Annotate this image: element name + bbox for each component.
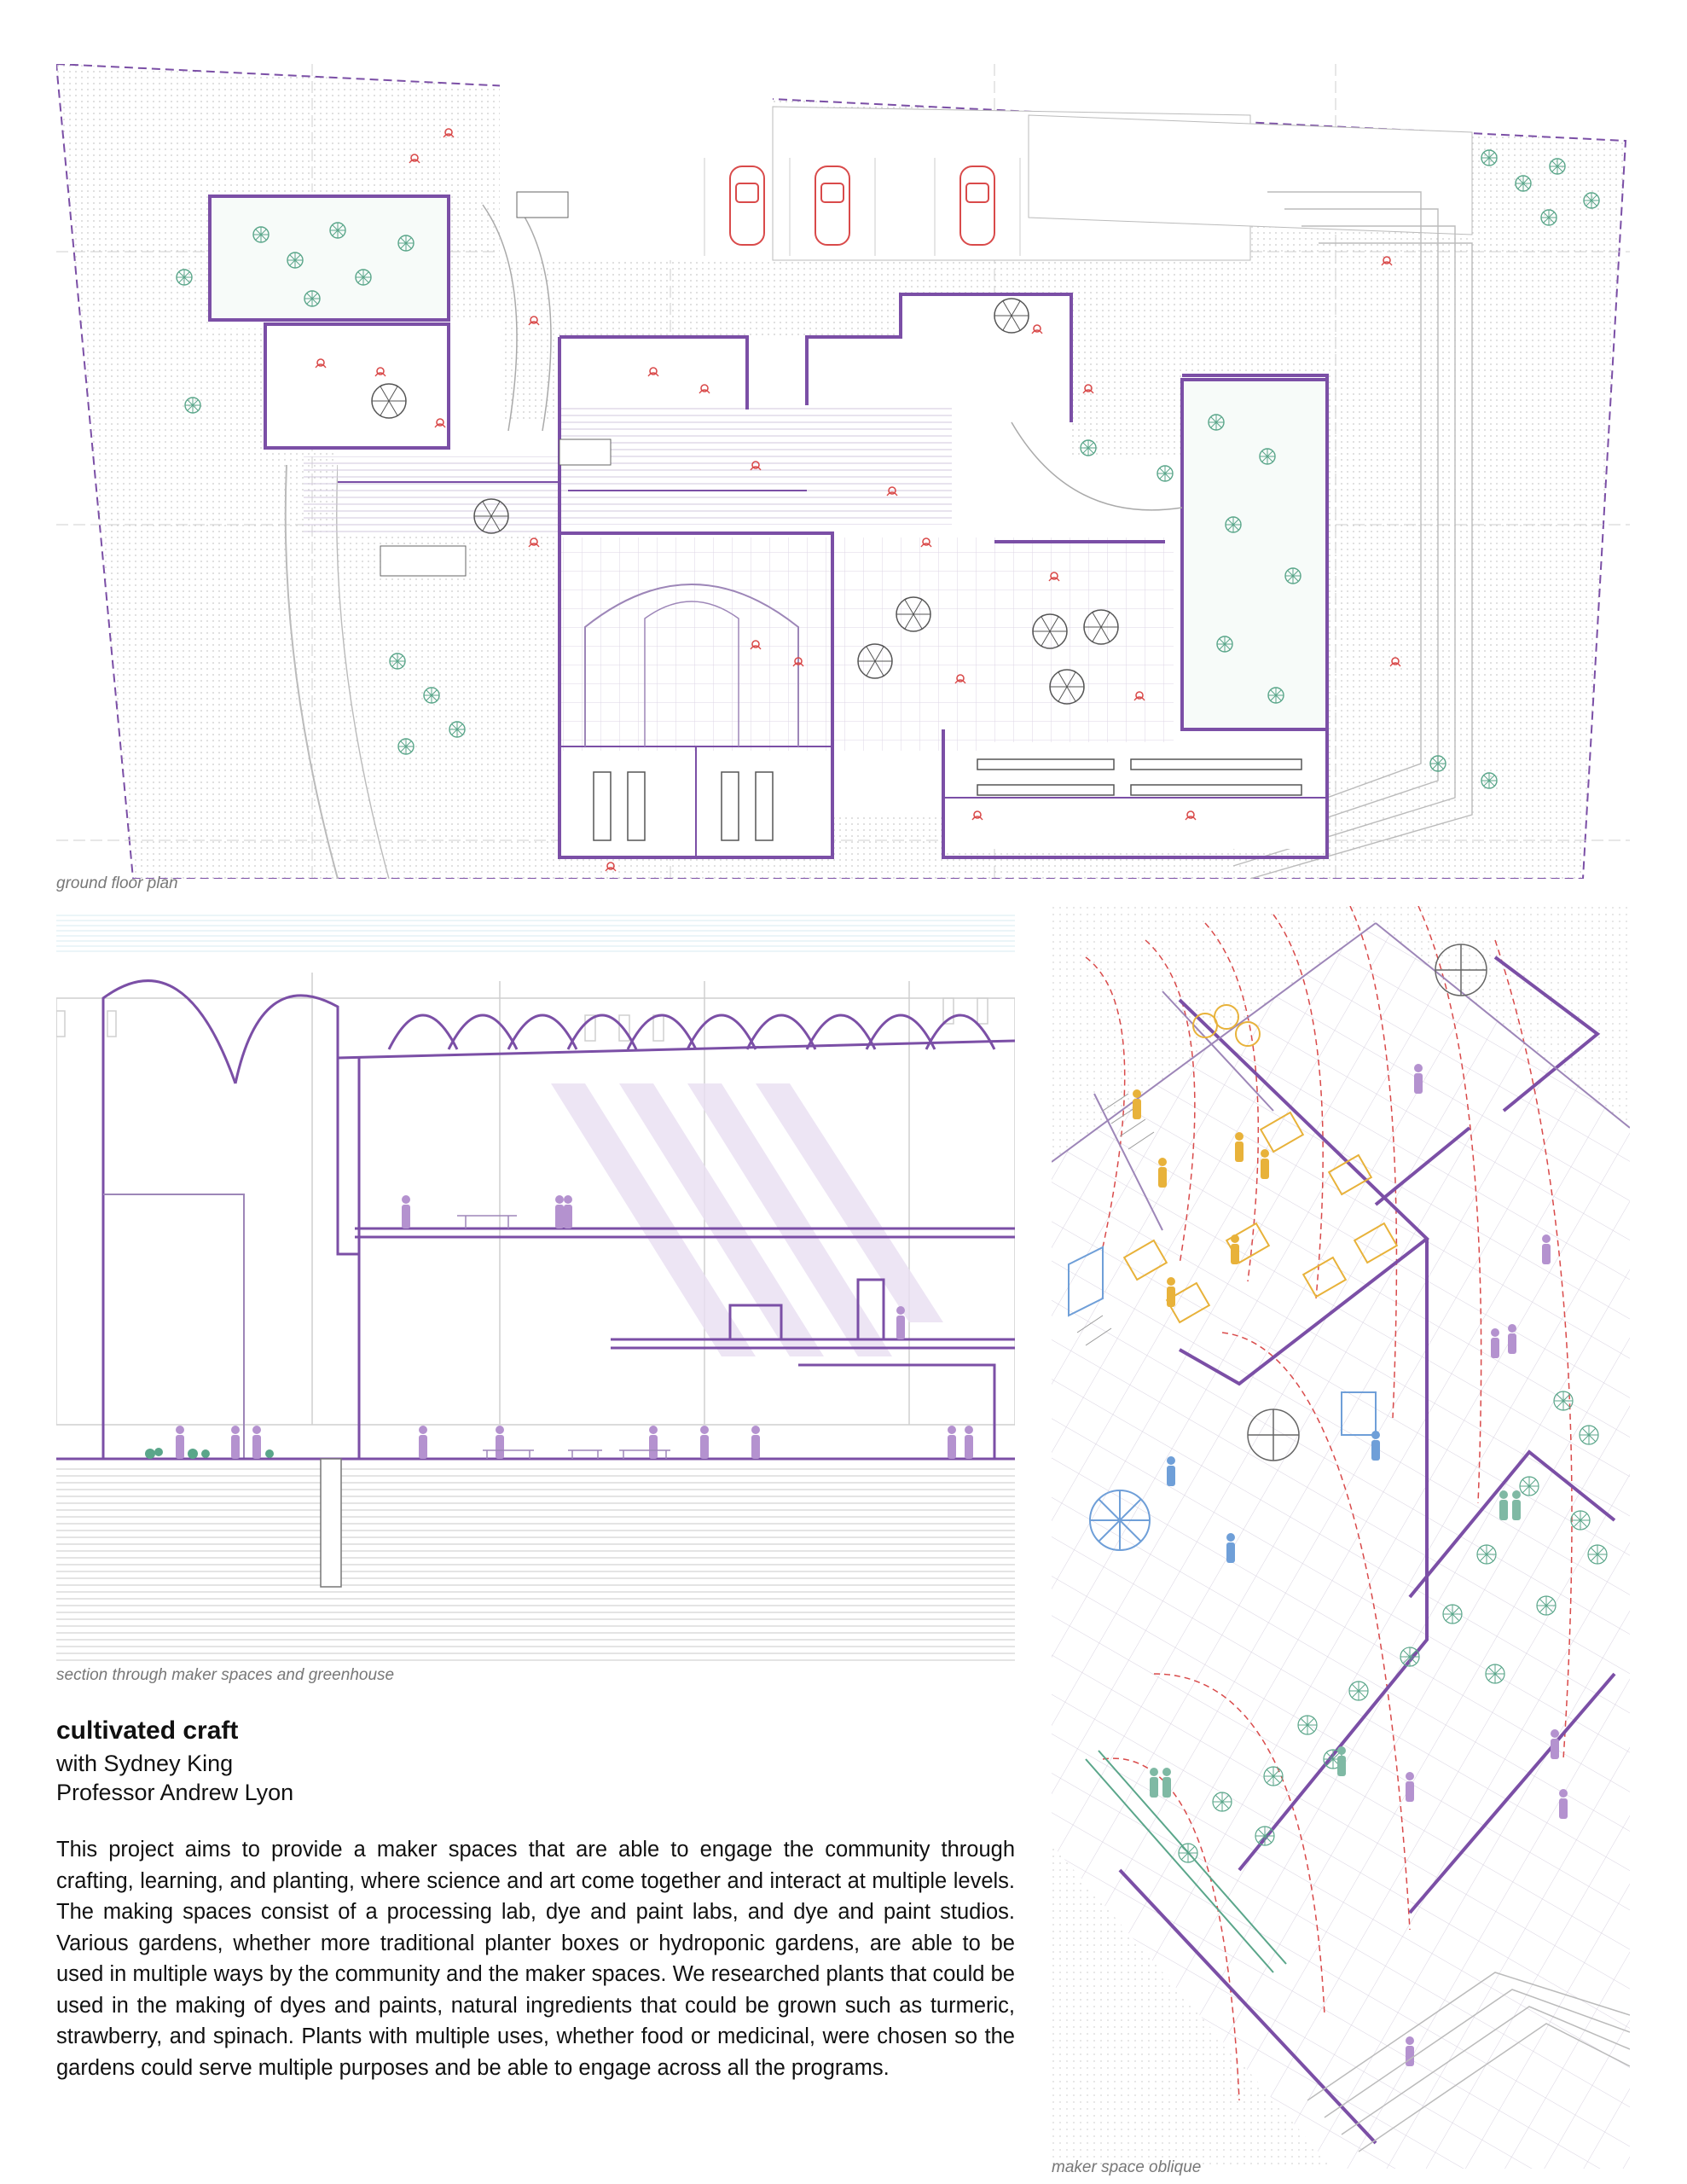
oblique-caption: maker space oblique <box>1052 2158 1202 2176</box>
project-description: This project aims to provide a maker spaces that are able to engage the community through crafting, learning, and planting, where science and art come together and interact at multiple levels. The making spaces consist of a processing lab, dye and paint labs, and dye and paint studios. Various gardens, whether more traditional planter boxes or hydroponic gardens, are able to be used in multiple ways by the community and the maker spaces. We researched plants that could be used in the making of dyes and paints, natural ingredients that could be grown such as turmeric, strawberry, and spinach. Plants with multiple uses, whether food or medicinal, were chosen so the gardens could serve multiple purposes and be able to engage across all the programs. <box>56 1838 1015 2080</box>
section-drawing-svg <box>56 913 1015 1664</box>
ground-floor-plan-drawing <box>56 64 1630 879</box>
section-drawing <box>56 913 1015 1664</box>
oblique-drawing-svg <box>1052 906 1630 2169</box>
ground-floor-plan <box>56 64 1630 879</box>
ground-floor-plan-caption: ground floor plan <box>56 874 178 892</box>
project-title: cultivated craft <box>56 1716 239 1745</box>
professor-line: Professor Andrew Lyon <box>56 1780 294 1805</box>
collaborator-line: with Sydney King <box>56 1751 234 1776</box>
oblique-drawing <box>1052 906 1630 2169</box>
section-caption: section through maker spaces and greenhouse <box>56 1666 395 1684</box>
